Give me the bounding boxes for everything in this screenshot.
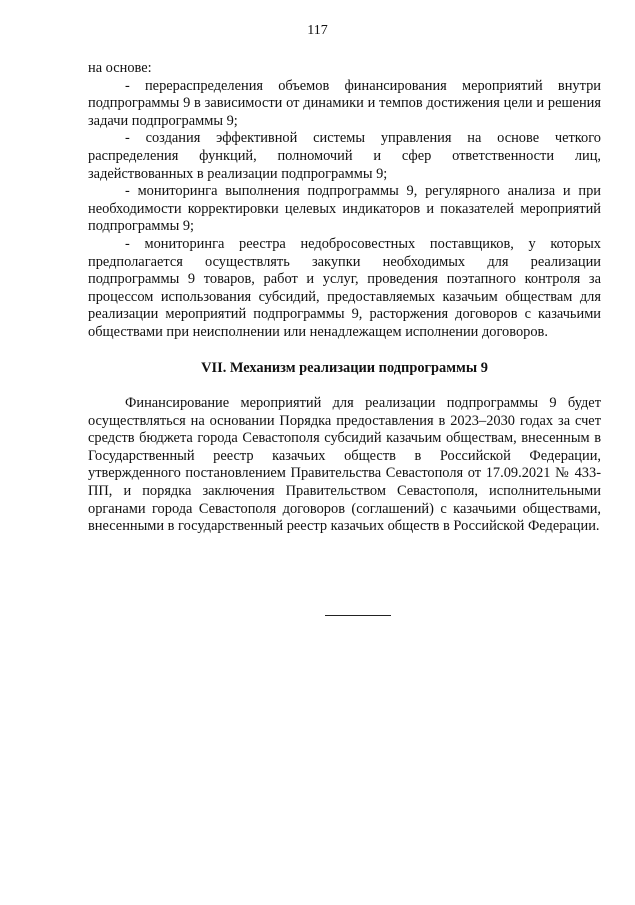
intro-line: на основе:: [88, 60, 152, 76]
bullet-item-2: - создания эффективной системы управления на основе четкого распределения функций, полномочий и сфер ответственности лиц, задействованных в реализации подпрограммы 9;: [88, 130, 601, 182]
bullet-item-4: - мониторинга реестра недобросовестных поставщиков, у которых предполагается осуществлять закупки необходимых для реализации подпрограммы 9 товаров, работ и услуг, проведения поэтапного контроля за процессом использования субсидий, предоставляемых казачьим обществам для реализации мероприятий подпрограммы 9, расторжения договоров с казачьими обществами при неисполнении или ненадлежащем исполнении договоров.: [88, 235, 601, 340]
section-paragraph: Финансирование мероприятий для реализации подпрограммы 9 будет осуществляться на основании Порядка предоставления в 2023–2030 годах за счет средств бюджета города Севастополя субсидий казачьим обществам, внесенным в Государственный реестр казачьих обществ в Российской Федерации, утвержденного постановлением Правительства Севастополя от 17.09.2021 № 433-ПП, и порядка заключения Правительством Севастополя, исполнительными органами города Севастополя договоров (соглашений) с казачьими обществами, внесенными в государственный реестр казачьих обществ в Российской Федерации.: [88, 395, 601, 535]
section-heading: VII. Механизм реализации подпрограммы 9: [201, 359, 488, 376]
page-content: [88, 60, 601, 536]
end-of-text-rule: [325, 615, 391, 616]
bullet-item-3: - мониторинга выполнения подпрограммы 9, регулярного анализа и при необходимости корректировки целевых индикаторов и показателей мероприятий подпрограммы 9;: [88, 183, 601, 235]
page-number: 117: [307, 23, 328, 38]
bullet-item-1: - перераспределения объемов финансирования мероприятий внутри подпрограммы 9 в зависимости от динамики и темпов достижения цели и решения задачи подпрограммы 9;: [88, 77, 601, 129]
